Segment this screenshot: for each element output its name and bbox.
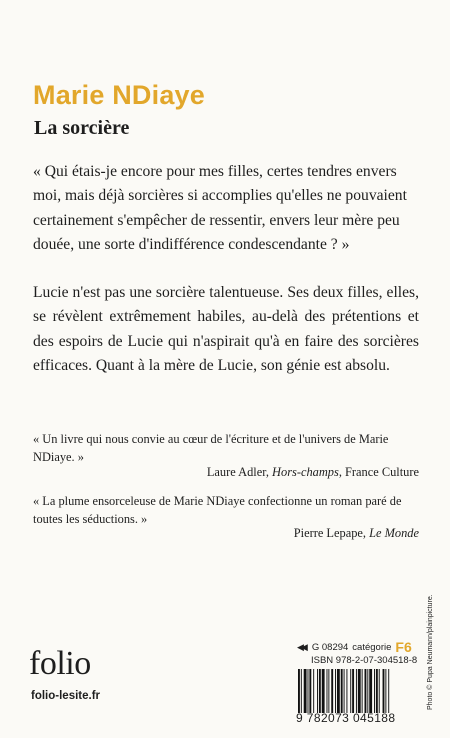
- barcode-bar: [367, 669, 368, 713]
- price-code-row: [297, 639, 412, 655]
- barcode-bar: [379, 669, 380, 713]
- barcode-bar: [328, 669, 329, 713]
- barcode-bar: [352, 669, 354, 713]
- barcode-bar: [301, 669, 302, 713]
- barcode-bar: [365, 669, 367, 713]
- barcode-bar: [309, 669, 311, 713]
- barcode-bar: [362, 669, 363, 713]
- review-source-2-name: Pierre Lepape,: [293, 526, 370, 540]
- barcode-bar: [331, 669, 333, 713]
- category-code: F6: [395, 639, 412, 655]
- barcode: [298, 669, 422, 713]
- barcode-bar: [383, 669, 385, 713]
- publisher-logo: folio: [29, 645, 91, 682]
- barcode-bar: [376, 669, 378, 713]
- category-label: catégorie: [352, 641, 392, 653]
- excerpt-paragraph: « Qui étais-je encore pour mes filles, certes tendres envers moi, mais déjà sorcières si accomplies qu'elles ne pouvaient certainement s'empêcher de ressentir, envers leur mère peu douée, une sorte d'indifférence condescendante ? »: [33, 163, 407, 254]
- double-arrow-icon: ◀◀: [297, 641, 305, 652]
- review-source-1-name: Laure Adler,: [206, 465, 273, 479]
- isbn: ISBN 978-2-07-304518-8: [311, 655, 418, 666]
- barcode-bar: [358, 669, 361, 713]
- barcode-bar: [313, 669, 314, 713]
- barcode-number: 9 782073 045188: [296, 711, 396, 725]
- review-source-2-work: Le Monde: [369, 526, 419, 540]
- barcode-bar: [298, 669, 300, 713]
- barcode-bar: [335, 669, 336, 713]
- book-title: La sorcière: [34, 117, 130, 139]
- review-quote-2: « La plume ensorceleuse de Marie NDiaye confectionne un roman paré de toutes les séductions. »: [33, 494, 402, 526]
- review-source-1-work: Hors-champs: [272, 465, 339, 479]
- summary-paragraph: Lucie n'est pas une sorcière talentueuse. Ses deux filles, elles, se révèlent extrêmement habiles, au-delà des prétentions et des espoirs de Lucie qui n'aspirait qu'à en faire des sorcières efficaces. Quant à la mère de Lucie, son génie est absolu.: [33, 284, 419, 375]
- barcode-bar: [304, 669, 307, 713]
- barcode-bar: [350, 669, 351, 713]
- price-code: G 08294: [311, 641, 349, 653]
- barcode-bar: [388, 669, 389, 713]
- barcode-bar: [374, 669, 375, 713]
- photo-credit: Photo © Pupa Neumann/plainpicture.: [427, 594, 434, 710]
- barcode-bar: [308, 669, 309, 713]
- review-source-2: [294, 524, 419, 542]
- barcode-bar: [344, 669, 345, 713]
- barcode-bar: [341, 669, 343, 713]
- review-source-1-outlet: , France Culture: [338, 465, 419, 479]
- barcode-bar: [317, 669, 318, 713]
- barcode-bar: [337, 669, 340, 713]
- barcode-bar: [385, 669, 386, 713]
- author-name: Marie NDiaye: [33, 80, 205, 110]
- barcode-bar: [319, 669, 321, 713]
- barcode-bar: [327, 669, 328, 713]
- publisher-website: folio-lesite.fr: [31, 690, 101, 702]
- barcode-bar: [346, 669, 347, 713]
- review-source-1: [207, 463, 419, 481]
- barcode-bar: [356, 669, 357, 713]
- barcode-bar: [369, 669, 372, 713]
- barcode-bar: [322, 669, 325, 713]
- review-quote-1: « Un livre qui nous convie au cœur de l'écriture et de l'univers de Marie NDiaye. »: [33, 432, 389, 464]
